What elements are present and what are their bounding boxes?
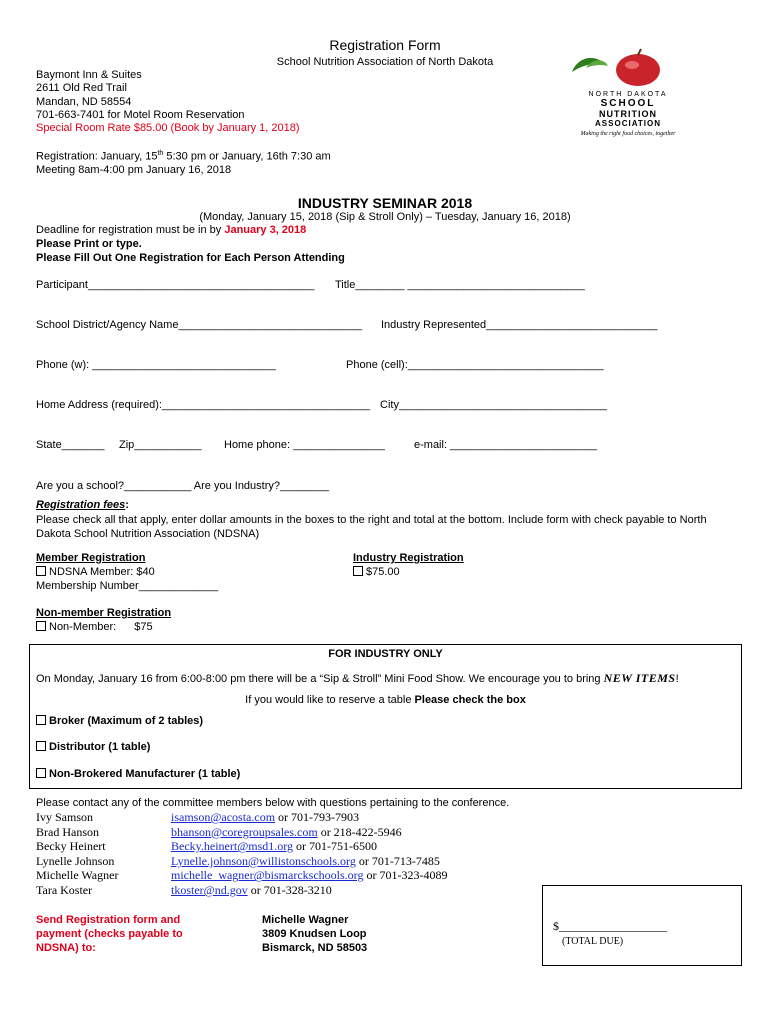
contact-name: Lynelle Johnson xyxy=(36,853,115,868)
district-field[interactable]: School District/Agency Name______________________________ xyxy=(36,319,362,331)
contact-phone: or 701-328-3210 xyxy=(247,882,332,897)
home-phone-field[interactable]: Home phone: _______________ xyxy=(224,439,385,451)
send-line: NDSNA) to: xyxy=(36,942,96,954)
address-line: Bismarck, ND 58503 xyxy=(262,942,368,954)
logo-north-dakota: NORTH DAKOTA xyxy=(588,91,668,98)
broker-label: Broker (Maximum of 2 tables) xyxy=(49,715,204,727)
hotel-city: Mandan, ND 58554 xyxy=(36,95,132,108)
new-items-bang: ! xyxy=(675,673,679,685)
member-label: NDSNA Member: $40 xyxy=(49,566,155,578)
registration-text-2: 5:30 pm or January, 16th 7:30 am xyxy=(163,150,331,163)
table-reserve-bold: Please check the box xyxy=(414,694,526,706)
broker-option[interactable] xyxy=(36,715,203,727)
contact-email-link[interactable]: isamson@acosta.com xyxy=(171,810,276,824)
hotel-info xyxy=(36,69,300,135)
logo-association: ASSOCIATION xyxy=(595,119,661,128)
address-line: 3809 Knudsen Loop xyxy=(262,928,367,940)
member-option[interactable] xyxy=(36,566,155,578)
contacts-emails xyxy=(171,810,447,898)
contact-name: Tara Koster xyxy=(36,882,93,897)
city-field[interactable]: City__________________________________ xyxy=(380,399,607,411)
total-due-field[interactable]: $__________________ xyxy=(553,919,667,933)
hotel-phone: 701-663-7401 for Motel Room Reservation xyxy=(36,108,245,121)
contacts-intro: Please contact any of the committee members below with questions pertaining to the conference. xyxy=(36,797,510,809)
deadline-label: Deadline for registration must be in by xyxy=(36,224,225,236)
ndsna-logo xyxy=(568,48,688,140)
contact-phone: or 701-751-6500 xyxy=(293,839,378,854)
contact-email-link[interactable]: tkoster@nd.gov xyxy=(171,882,248,897)
contact-name: Brad Hanson xyxy=(36,824,99,839)
table-reserve-text xyxy=(29,694,742,706)
total-due-label: (TOTAL DUE) xyxy=(562,936,624,947)
fees-instructions: Please check all that apply, enter dollar amounts in the boxes to the right and total at the bottom. Include form with check payable to North Dakota School Nutrition Association (NDSNA) xyxy=(36,514,707,540)
registration-text: Registration: January, 15 xyxy=(36,150,158,163)
industry-reg-label: $75.00 xyxy=(366,566,400,578)
deadline-date: January 3, 2018 xyxy=(224,224,307,236)
fees-heading-colon: : xyxy=(125,499,129,511)
contact-phone: or 701-793-7903 xyxy=(275,810,360,824)
table-reserve-label: If you would like to reserve a table xyxy=(245,694,415,706)
sip-stroll-sentence: On Monday, January 16 from 6:00-8:00 pm there will be a “Sip & Stroll” Mini Food Show. We encourage you to bring xyxy=(36,673,604,685)
nonbrokered-label: Non-Brokered Manufacturer (1 table) xyxy=(49,768,241,780)
contact-name: Michelle Wagner xyxy=(36,868,119,883)
title-field[interactable]: Title________ _____________________________ xyxy=(335,279,585,291)
nonbrokered-option[interactable] xyxy=(36,768,240,780)
participant-field[interactable]: Participant_____________________________________ xyxy=(36,279,315,291)
nonmember-checkbox[interactable] xyxy=(36,621,46,631)
nonbrokered-checkbox[interactable] xyxy=(36,768,46,778)
nonmember-heading: Non-member Registration xyxy=(36,607,172,619)
contact-email-link[interactable]: michelle_wagner@bismarckschools.org xyxy=(171,868,364,883)
nonmember-price: $75 xyxy=(134,621,153,633)
send-instructions xyxy=(36,913,183,955)
industry-only-heading: FOR INDUSTRY ONLY xyxy=(328,648,443,660)
member-heading: Member Registration xyxy=(36,552,146,564)
contact-name: Ivy Samson xyxy=(36,810,93,824)
home-address-field[interactable]: Home Address (required):__________________________________ xyxy=(36,399,370,411)
form-title: Registration Form xyxy=(329,37,441,53)
contact-email-link[interactable]: Lynelle.johnson@willistonschools.org xyxy=(171,853,356,868)
nonmember-label: Non-Member: xyxy=(49,621,117,633)
industry-reg-heading: Industry Registration xyxy=(353,552,464,564)
print-note: Please Print or type. xyxy=(36,238,142,250)
email-field[interactable]: e-mail: ________________________ xyxy=(414,439,597,451)
broker-checkbox[interactable] xyxy=(36,715,46,725)
mailing-address xyxy=(262,913,367,955)
apple-logo-icon xyxy=(568,48,688,88)
hotel-rate: Special Room Rate $85.00 (Book by January 1, 2018) xyxy=(36,122,300,135)
seminar-dates: (Monday, January 15, 2018 (Sip & Stroll Only) – Tuesday, January 16, 2018) xyxy=(199,211,571,223)
contacts-names xyxy=(36,810,118,898)
contact-phone: or 218-422-5946 xyxy=(317,824,402,839)
logo-tagline: Making the right food choices, together xyxy=(580,131,676,137)
contact-name: Becky Heinert xyxy=(36,839,106,854)
contact-email-link[interactable]: Becky.heinert@msd1.org xyxy=(171,839,294,854)
new-items-label: NEW ITEMS xyxy=(603,671,676,685)
zip-field[interactable]: Zip___________ xyxy=(119,439,202,451)
distributor-checkbox[interactable] xyxy=(36,741,46,751)
one-per-person-note: Please Fill Out One Registration for Each Person Attending xyxy=(36,252,345,264)
hotel-name: Baymont Inn & Suites xyxy=(36,69,142,81)
distributor-label: Distributor (1 table) xyxy=(49,741,151,753)
seminar-title: INDUSTRY SEMINAR 2018 xyxy=(297,195,473,211)
fees-heading-wrap xyxy=(36,499,129,511)
distributor-option[interactable] xyxy=(36,741,150,753)
industry-reg-option[interactable] xyxy=(353,566,400,578)
member-checkbox[interactable] xyxy=(36,566,46,576)
membership-number-field[interactable]: Membership Number_____________ xyxy=(36,580,219,592)
send-line: Send Registration form and xyxy=(36,914,181,926)
school-industry-question[interactable]: Are you a school?___________ Are you Industry?________ xyxy=(36,480,329,492)
state-field[interactable]: State_______ xyxy=(36,439,105,451)
sip-stroll-text xyxy=(36,671,679,686)
deadline xyxy=(36,224,306,236)
form-subtitle: School Nutrition Association of North Dakota xyxy=(276,56,494,68)
nonmember-option[interactable] xyxy=(36,621,153,633)
logo-nutrition: NUTRITION xyxy=(599,109,657,119)
meeting-times: Meeting 8am-4:00 pm January 16, 2018 xyxy=(36,164,232,176)
send-line: payment (checks payable to xyxy=(36,928,183,940)
registration-sup: th xyxy=(157,150,164,157)
fees-heading: Registration fees xyxy=(36,499,126,511)
contact-phone: or 701-713-7485 xyxy=(355,853,440,868)
logo-school: SCHOOL xyxy=(600,98,656,109)
hotel-street: 2611 Old Red Trail xyxy=(36,82,127,95)
industry-reg-checkbox[interactable] xyxy=(353,566,363,576)
industry-field[interactable]: Industry Represented____________________________ xyxy=(381,319,658,331)
contact-phone: or 701-323-4089 xyxy=(363,868,448,883)
contact-email-link[interactable]: bhanson@coregroupsales.com xyxy=(171,824,318,839)
phone-cell-field[interactable]: Phone (cell):________________________________ xyxy=(346,359,604,371)
phone-work-field[interactable]: Phone (w): ______________________________ xyxy=(36,359,276,371)
address-line: Michelle Wagner xyxy=(262,914,349,926)
registration-times xyxy=(36,150,331,163)
